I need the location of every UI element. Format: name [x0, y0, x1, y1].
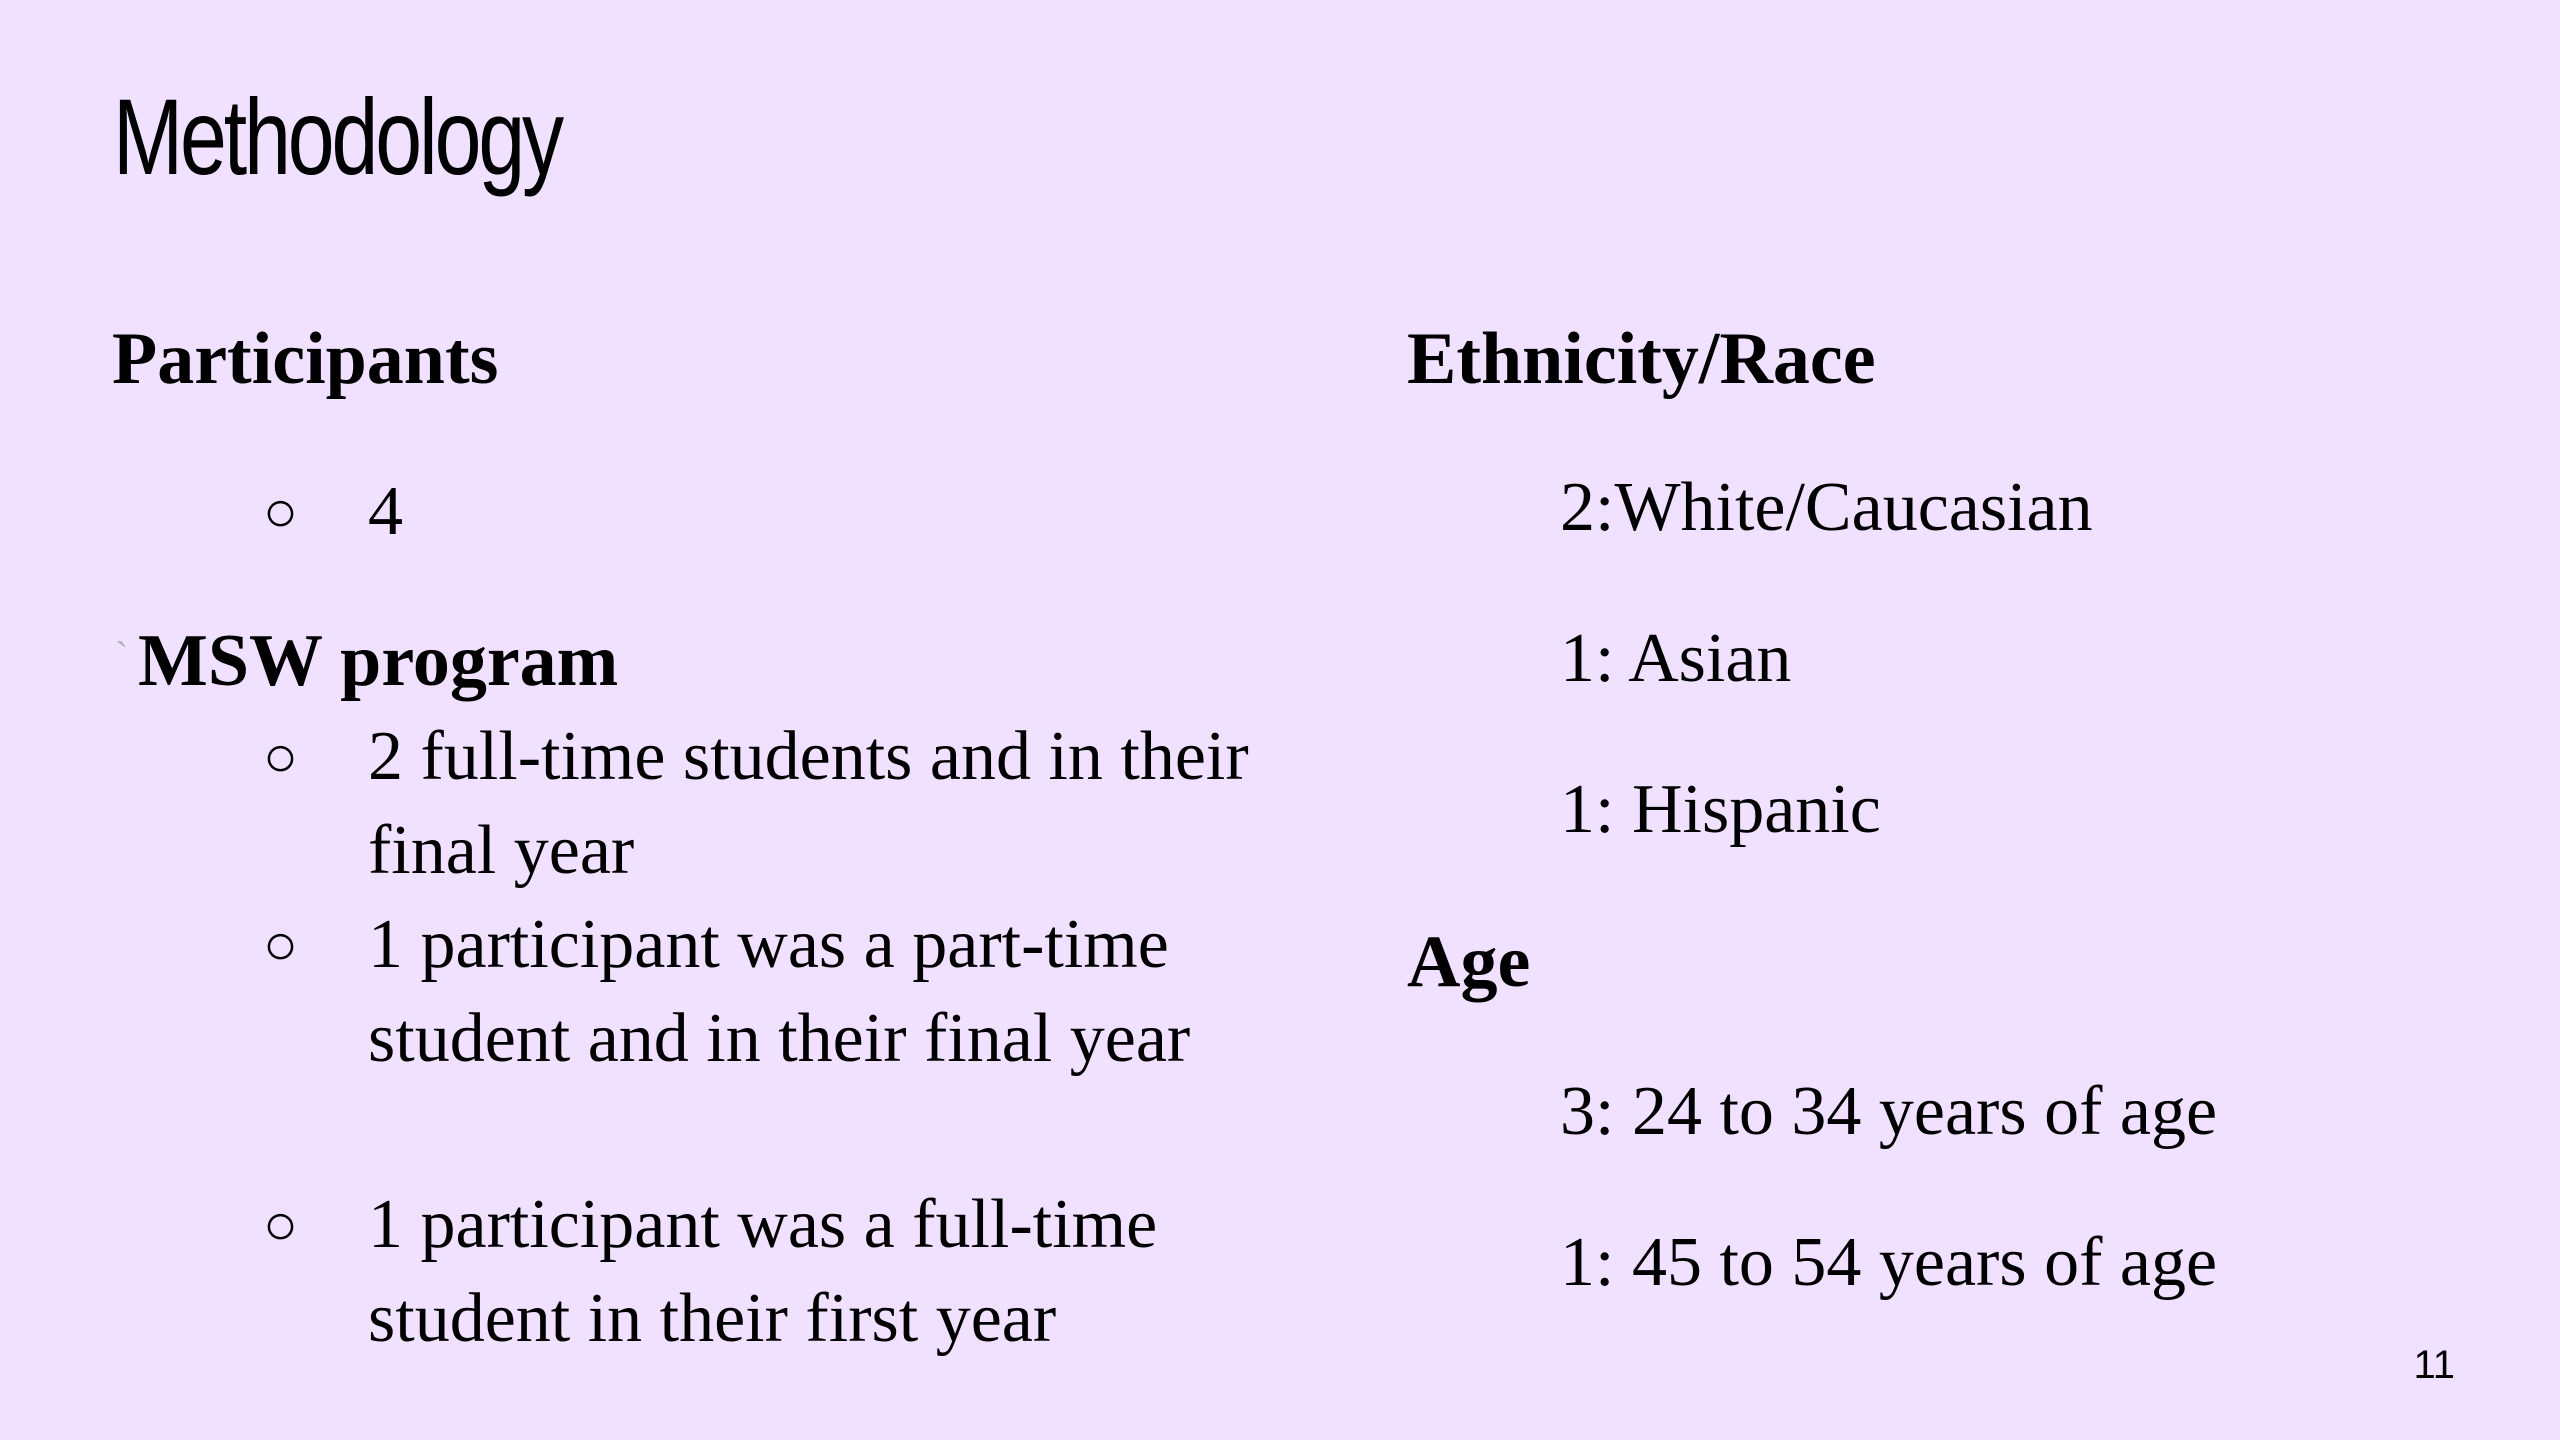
program-item: 1 participant was a full-time student in their first year [368, 1186, 1158, 1357]
age-item: 3: 24 to 34 years of age [1560, 1073, 2218, 1150]
bullet-icon: ○ [263, 724, 299, 789]
list-item [263, 710, 1303, 898]
participants-count: 4 [368, 473, 403, 550]
list-item [263, 898, 1303, 1086]
program-item: 2 full-time students and in their final year [368, 718, 1249, 889]
participants-heading: Participants [112, 318, 499, 400]
program-heading: MSW program [138, 620, 619, 702]
bullet-icon: ○ [263, 479, 299, 544]
ethnicity-item: 1: Asian [1560, 620, 1792, 697]
bullet-icon: ○ [263, 912, 299, 977]
bullet-icon: ○ [263, 1192, 299, 1257]
ethnicity-item: 2:White/Caucasian [1560, 469, 2093, 546]
list-item [263, 1178, 1303, 1366]
list-item [263, 465, 1303, 559]
slide-title: Methodology [113, 76, 562, 197]
page-number: 11 [2413, 1343, 2455, 1387]
program-item: 1 participant was a part-time student and in their final year [368, 906, 1191, 1077]
ethnicity-heading: Ethnicity/Race [1407, 318, 1876, 400]
age-heading: Age [1407, 921, 1531, 1003]
ethnicity-item: 1: Hispanic [1560, 771, 1881, 848]
age-item: 1: 45 to 54 years of age [1560, 1224, 2218, 1301]
stray-tick-mark: ` [115, 633, 129, 678]
